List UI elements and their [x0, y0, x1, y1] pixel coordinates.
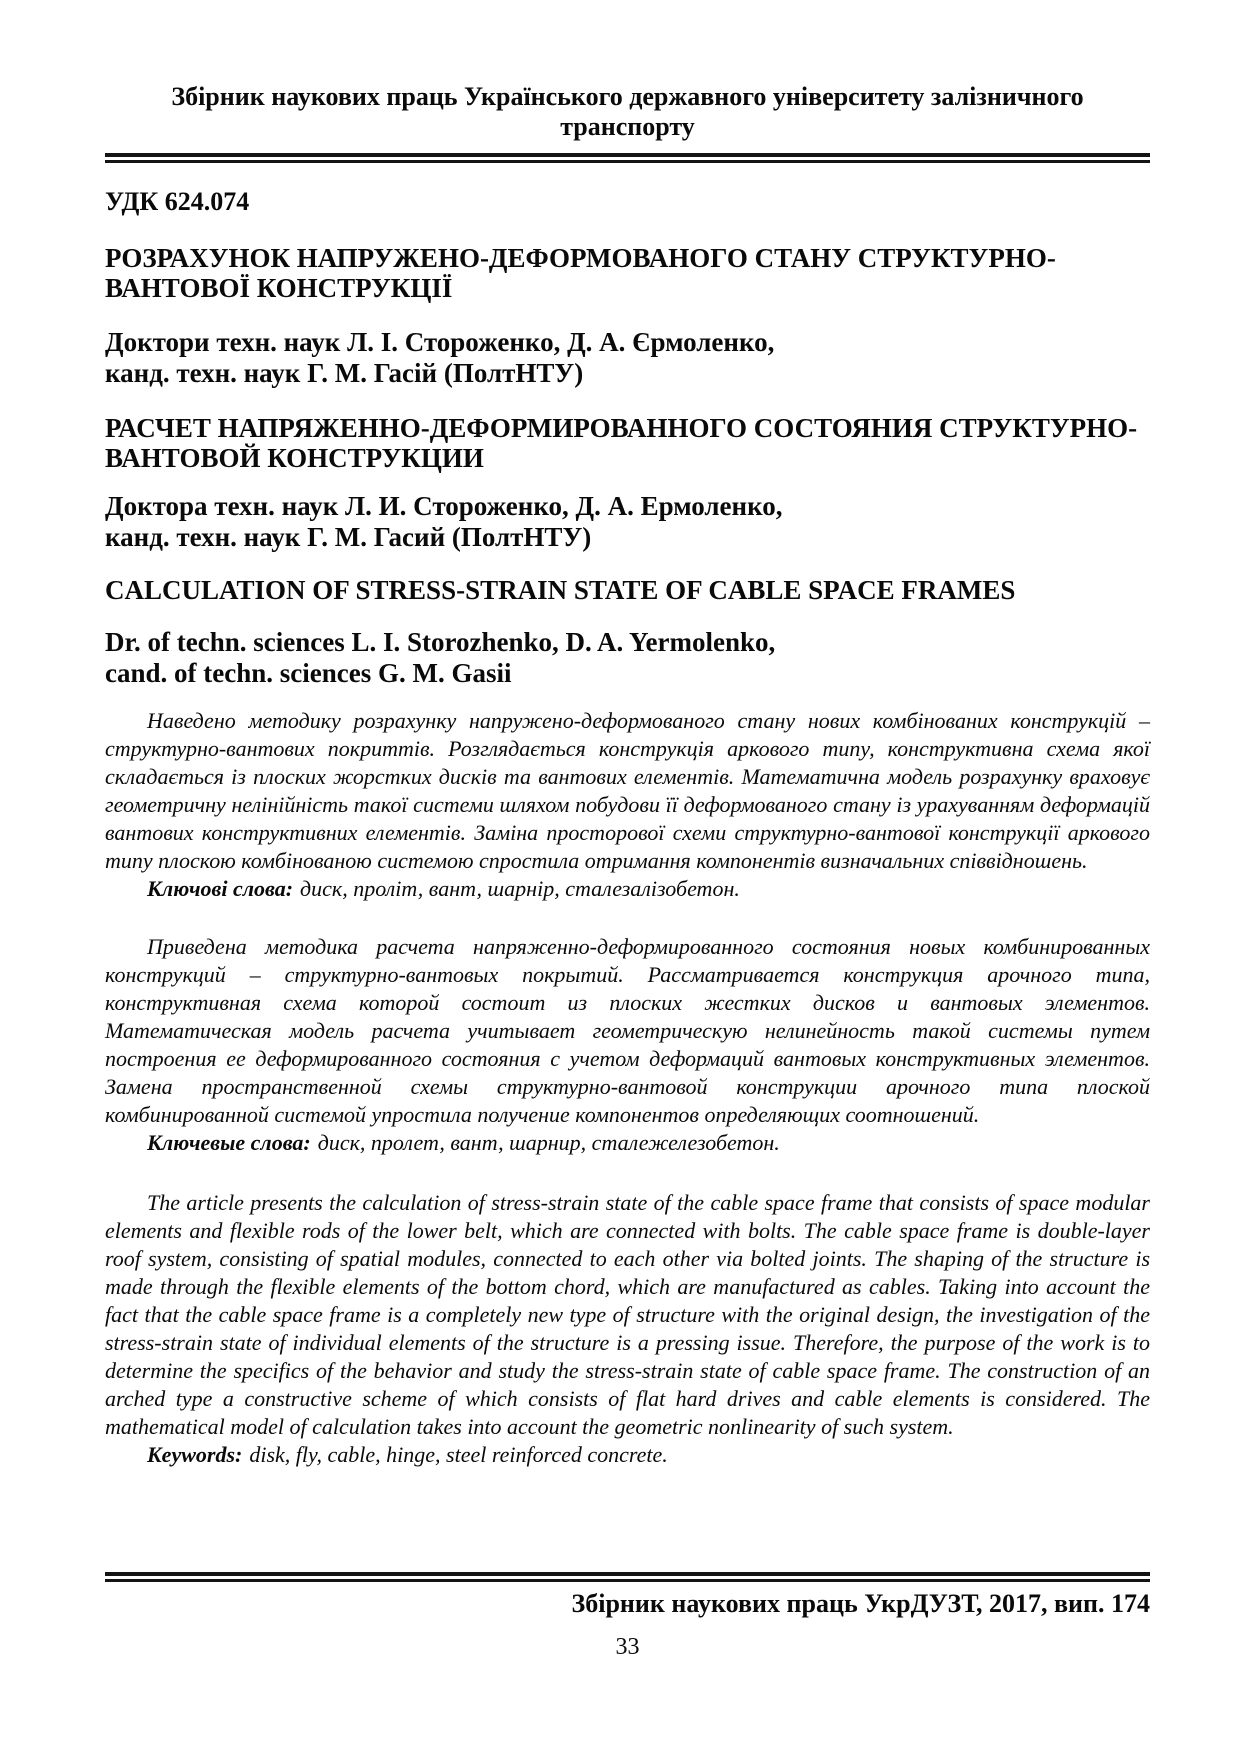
keywords-russian-label: Ключевые слова:	[147, 1130, 311, 1155]
authors-ukrainian	[105, 327, 1150, 389]
authors-russian-line2: канд. техн. наук Г. М. Гасий (ПолтНТУ)	[105, 522, 592, 552]
journal-header-title: Збірник наукових праць Українського державного університету залізничного транспорту	[171, 82, 1084, 141]
abstract-russian: Приведена методика расчета напряженно-деформированного состояния новых комбинированных конструкций – структурно-вантовых покрытий. Рассматривается конструкция арочного типа, конструктивная схема которой состоит из плоских жестких дисков и вантовых элементов. Математическая модель расчета учитывает геометрическую нелинейность такой системы путем построения ее деформированного состояния с учетом деформаций вантовых конструктивных элементов. Замена пространственной схемы структурно-вантовой конструкции арочного типа плоской комбинированной системой упростила получение компонентов определяющих соотношений.	[105, 934, 1150, 1127]
article-title-ukrainian: РОЗРАХУНОК НАПРУЖЕНО-ДЕФОРМОВАНОГО СТАНУ СТРУКТУРНО-ВАНТОВОЇ КОНСТРУКЦІЇ	[105, 243, 1056, 303]
authors-ukrainian-line1: Доктори техн. наук Л. І. Стороженко, Д. А. Єрмоленко,	[105, 327, 775, 357]
keywords-english-text: disk, fly, cable, hinge, steel reinforced concrete.	[249, 1442, 668, 1467]
keywords-english-label: Keywords:	[147, 1442, 243, 1467]
keywords-english	[105, 1441, 1150, 1469]
footer-double-rule	[105, 1572, 1150, 1582]
keywords-ukrainian-label: Ключові слова:	[147, 876, 294, 901]
keywords-ukrainian-text: диск, проліт, вант, шарнір, сталезалізобетон.	[300, 876, 740, 901]
article-title-english: CALCULATION OF STRESS-STRAIN STATE OF CABLE SPACE FRAMES	[105, 575, 1016, 605]
header-double-rule	[105, 153, 1150, 163]
footer-journal-reference: Збірник наукових праць УкрДУЗТ, 2017, вип. 174	[571, 1589, 1150, 1618]
keywords-russian-text: диск, пролет, вант, шарнир, сталежелезобетон.	[317, 1130, 780, 1155]
udc-code: УДК 624.074	[105, 187, 250, 216]
authors-russian-line1: Доктора техн. наук Л. И. Стороженко, Д. А. Ермоленко,	[105, 491, 783, 521]
keywords-ukrainian	[105, 875, 1150, 903]
abstract-english: The article presents the calculation of stress-strain state of the cable space frame that consists of space modular elements and flexible rods of the lower belt, which are connected with bolts. The cable space frame is double-layer roof system, consisting of spatial modules, connected to each other via bolted joints. The shaping of the structure is made through the flexible elements of the bottom chord, which are manufactured as cables. Taking into account the fact that the cable space frame is a completely new type of structure with the original design, the investigation of the stress-strain state of individual elements of the structure is a pressing issue. Therefore, the purpose of the work is to determine the specifics of the behavior and study the stress-strain state of cable space frame. The construction of an arched type a constructive scheme of which consists of flat hard drives and cable elements is considered. The mathematical model of calculation takes into account the geometric nonlinearity of such system.	[105, 1190, 1150, 1439]
authors-english-line2: cand. of techn. sciences G. M. Gasii	[105, 658, 512, 688]
authors-english-line1: Dr. of techn. sciences L. I. Storozhenko, D. A. Yermolenko,	[105, 627, 776, 657]
page-footer	[105, 1572, 1150, 1661]
authors-ukrainian-line2: канд. техн. наук Г. М. Гасій (ПолтНТУ)	[105, 358, 584, 388]
authors-russian	[105, 491, 1150, 553]
keywords-russian	[105, 1129, 1150, 1157]
page-number: 33	[615, 1634, 640, 1660]
abstract-ukrainian: Наведено методику розрахунку напружено-деформованого стану нових комбінованих конструкцій – структурно-вантових покриттів. Розглядається конструкція аркового типу, конструктивна схема якої складається із плоских жорстких дисків та вантових елементів. Математична модель розрахунку враховує геометричну нелінійність такої системи шляхом побудови її деформованого стану із урахуванням деформацій вантових конструктивних елементів. Заміна просторової схеми структурно-вантової конструкції аркового типу плоскою комбінованою системою спростила отримання компонентів визначальних співвідношень.	[105, 708, 1150, 873]
authors-english	[105, 627, 1150, 689]
article-title-russian: РАСЧЕТ НАПРЯЖЕННО-ДЕФОРМИРОВАННОГО СОСТОЯНИЯ СТРУКТУРНО-ВАНТОВОЙ КОНСТРУКЦИИ	[105, 413, 1138, 473]
